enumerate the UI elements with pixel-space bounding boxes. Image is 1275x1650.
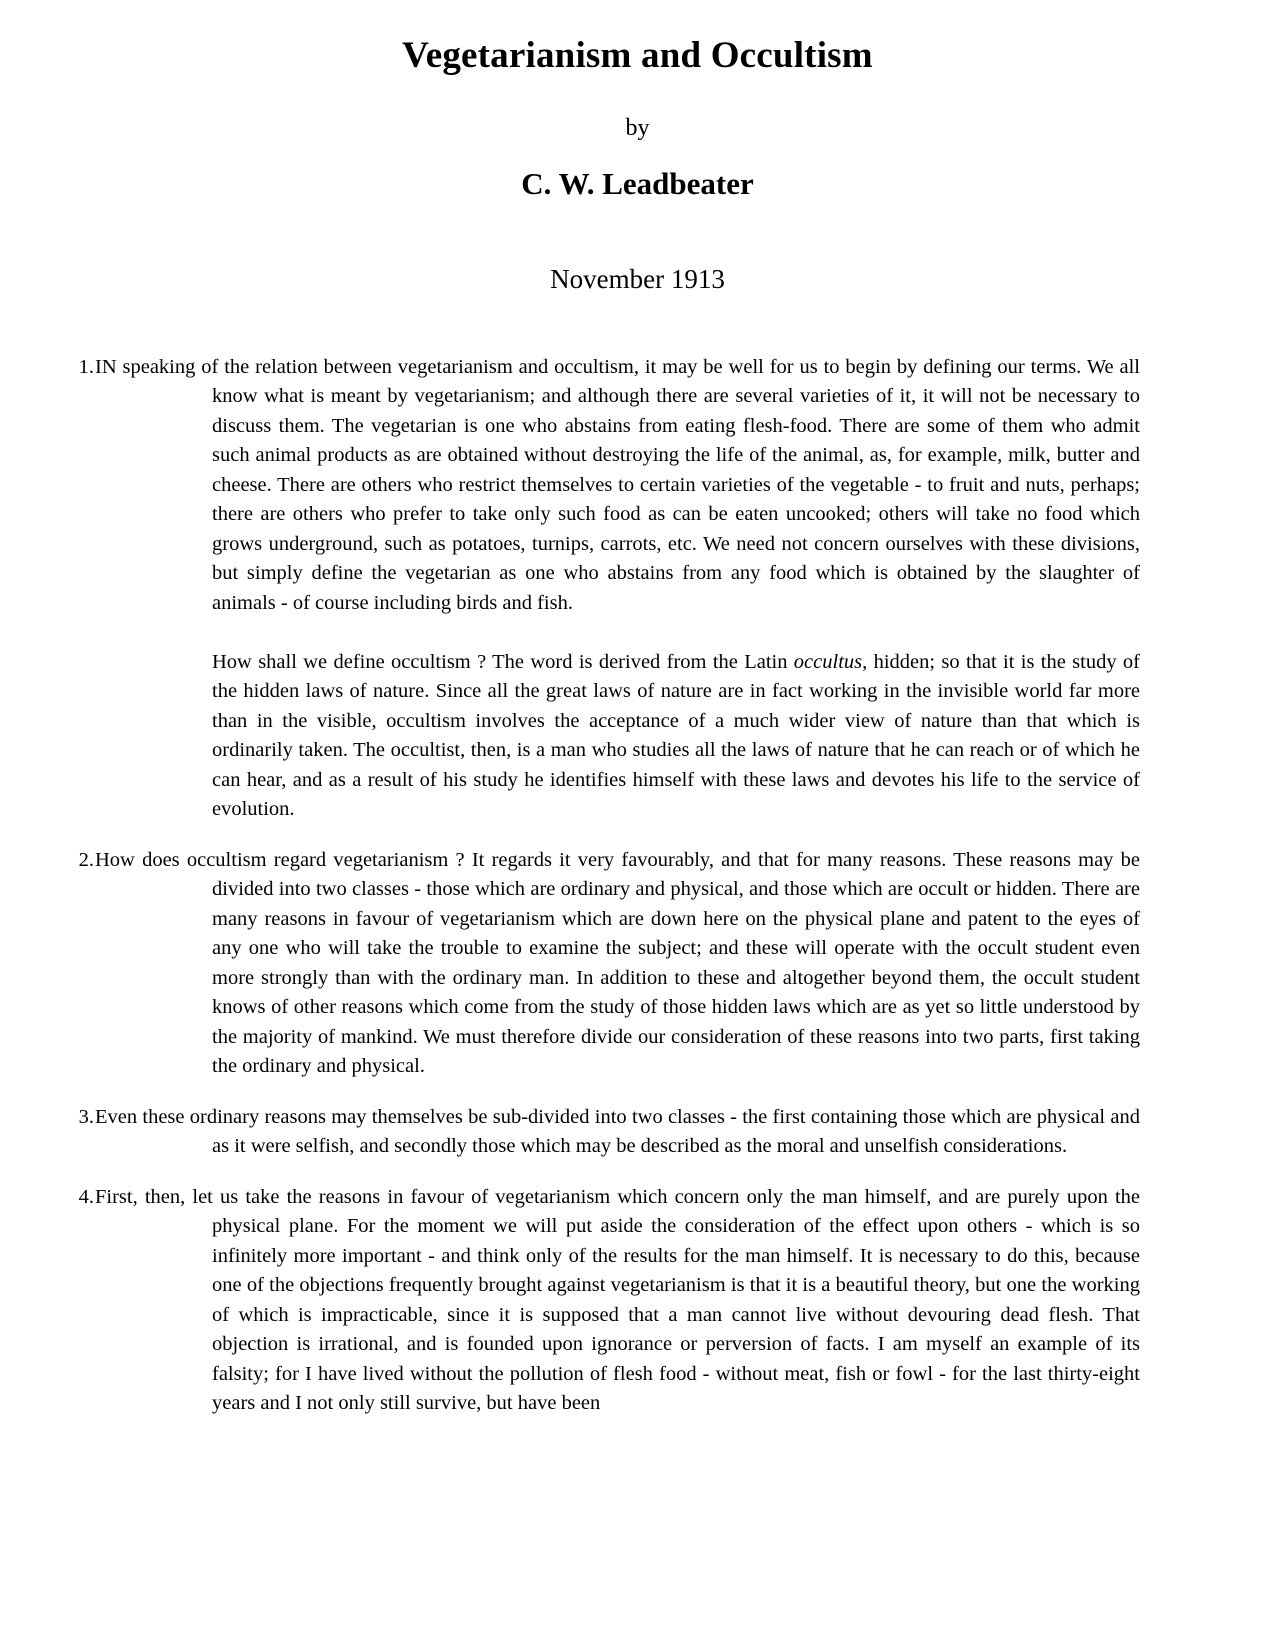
author-name: C. W. Leadbeater — [521, 166, 754, 202]
list-item-body — [95, 1183, 1140, 1419]
list-item-body — [95, 353, 1140, 825]
paragraph-text-before-italic: How shall we define occultism ? The word is derived from the Latin — [212, 650, 794, 673]
paragraph: First, then, let us take the reasons in favour of vegetarianism which concern only the man himself, and are purely upon the physical plane. For the moment we will put aside the consideration of the effect upon others - which is so infinitely more important - and think only of the results for the man himself. It is necessary to do this, because one of the objections frequently brought against vegetarianism is that it is a beautiful theory, but one the working of which is impracticable, since it is supposed that a man cannot live without devouring dead flesh. That objection is irrational, and is founded upon ignorance or perversion of facts. I am myself an example of its falsity; for I have lived without the pollution of flesh food - without meat, fish or fowl - for the last thirty-eight years and I not only still survive, but have been — [95, 1185, 1140, 1415]
paragraph: Even these ordinary reasons may themselves be sub-divided into two classes - the first containing those which are physical and as it were selfish, and secondly those which may be described as the moral and unselfish considerations. — [95, 1105, 1140, 1158]
paragraph-text-after-italic: , hidden; so that it is the study of the hidden laws of nature. Since all the great laws of nature are in fact working in the invisible world far more than in the visible, occultism involves the acceptance of a much wider view of nature than that which is ordinarily taken. The occultist, then, is a man who studies all the laws of nature that he can reach or of which he can hear, and as a result of his study he identifies himself with these laws and devotes his life to the service of evolution. — [212, 650, 1140, 821]
list-item — [0, 1103, 1275, 1162]
page-title: Vegetarianism and Occultism — [402, 35, 873, 76]
italic-latin-term: occultus — [793, 650, 863, 673]
paragraph: IN speaking of the relation between vegetarianism and occultism, it may be well for us to begin by defining our terms. We all know what is meant by vegetarianism; and although there are several varieties of it, it will not be necessary to discuss them. The vegetarian is one who abstains from eating flesh-food. There are some of them who admit such animal products as are obtained without destroying the life of the animal, as, for example, milk, butter and cheese. There are others who restrict themselves to certain varieties of the vegetable - to fruit and nuts, perhaps; there are others who prefer to take only such food as can be eaten uncooked; others will take no food which grows underground, such as potatoes, turnips, carrots, etc. We need not concern ourselves with these divisions, but simply define the vegetarian as one who abstains from any food which is obtained by the slaughter of animals - of course including birds and fish. — [95, 355, 1140, 614]
list-item-number: 4. — [78, 1185, 94, 1208]
list-item-body — [95, 1103, 1140, 1162]
byline-label: by — [625, 114, 650, 141]
list-item-number: 3. — [78, 1105, 94, 1128]
paragraph — [212, 648, 1140, 825]
list-item — [0, 353, 1275, 825]
numbered-paragraph-list — [0, 353, 1275, 1419]
list-item-number: 2. — [78, 848, 94, 871]
document-body — [0, 295, 1275, 1419]
list-item — [0, 846, 1275, 1082]
list-item-body — [95, 846, 1140, 1082]
paragraph: How does occultism regard vegetarianism ? It regards it very favourably, and that for many reasons. These reasons may be divided into two classes - those which are ordinary and physical, and those which are occult or hidden. There are many reasons in favour of vegetarianism which are down here on the physical plane and patent to the eyes of any one who will take the trouble to examine the subject; and these will operate with the occult student even more strongly than with the ordinary man. In addition to these and altogether beyond them, the occult student knows of other reasons which come from the study of those hidden laws which are as yet so little understood by the majority of mankind. We must therefore divide our consideration of these reasons into two parts, first taking the ordinary and physical. — [95, 848, 1140, 1078]
list-item — [0, 1183, 1275, 1419]
publication-date: November 1913 — [550, 264, 725, 295]
list-item-number: 1. — [78, 355, 94, 378]
